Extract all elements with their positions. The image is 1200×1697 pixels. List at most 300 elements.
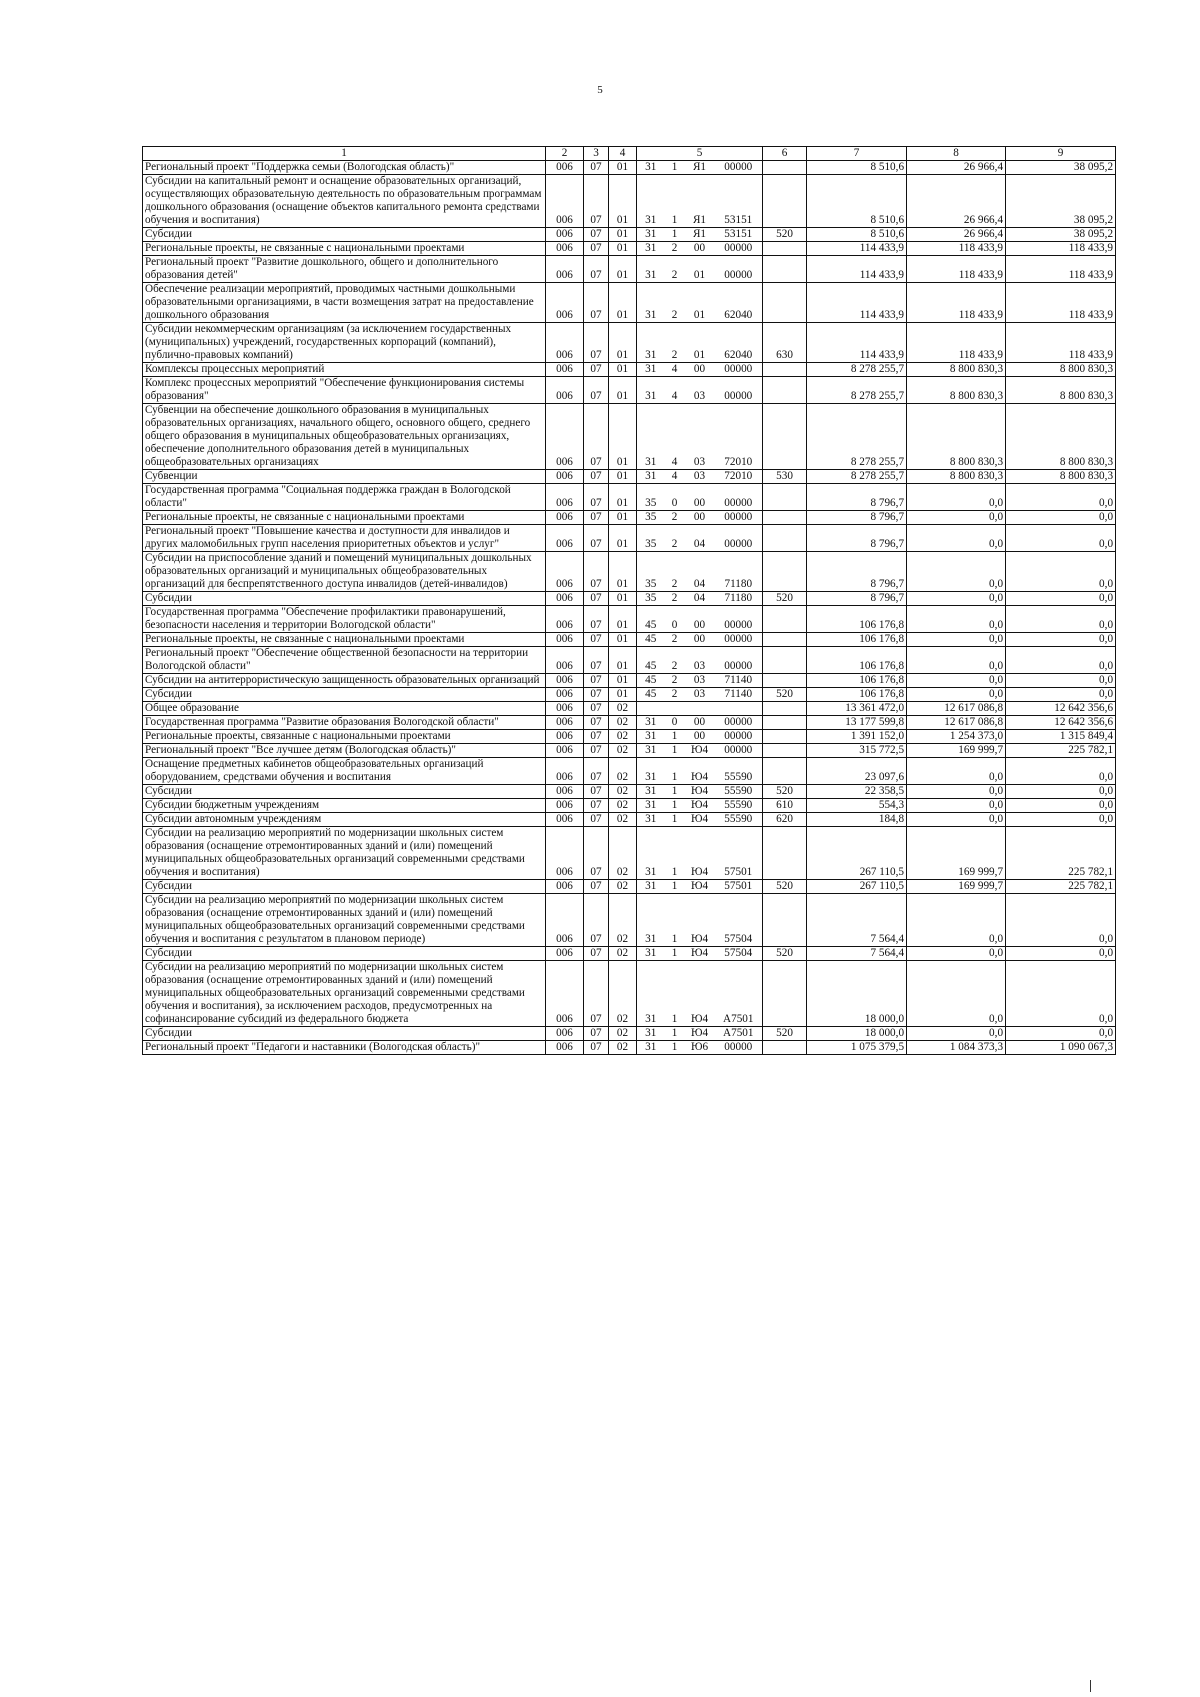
cell-section: 07 <box>584 511 609 525</box>
cell-project: 01 <box>685 256 715 283</box>
cell-amount-year1: 8 510,6 <box>807 161 907 175</box>
cell-direction: 71180 <box>715 592 763 606</box>
cell-program: 35 <box>637 592 665 606</box>
cell-expense-type <box>763 894 807 947</box>
scan-mark <box>1090 1680 1091 1692</box>
cell-section: 07 <box>584 377 609 404</box>
cell-subprogram: 2 <box>665 283 685 323</box>
cell-subsection: 02 <box>609 894 637 947</box>
cell-section: 07 <box>584 716 609 730</box>
table-row <box>143 716 1116 730</box>
cell-direction: 00000 <box>715 256 763 283</box>
cell-program: 31 <box>637 813 665 827</box>
cell-subsection: 02 <box>609 785 637 799</box>
cell-amount-year3: 38 095,2 <box>1006 228 1116 242</box>
cell-expense-type: 520 <box>763 1027 807 1041</box>
table-row <box>143 894 1116 947</box>
cell-section: 07 <box>584 242 609 256</box>
cell-ministry-code: 006 <box>546 511 584 525</box>
table-row <box>143 484 1116 511</box>
column-header: 5 <box>637 147 763 161</box>
row-name: Субсидии <box>143 1027 546 1041</box>
cell-amount-year2: 0,0 <box>907 813 1006 827</box>
cell-subsection: 01 <box>609 242 637 256</box>
cell-ministry-code: 006 <box>546 813 584 827</box>
cell-program: 31 <box>637 758 665 785</box>
cell-project: 00 <box>685 242 715 256</box>
cell-amount-year2: 8 800 830,3 <box>907 363 1006 377</box>
cell-direction: 00000 <box>715 1041 763 1055</box>
cell-subprogram: 1 <box>665 1027 685 1041</box>
cell-amount-year1: 23 097,6 <box>807 758 907 785</box>
row-name: Субсидии <box>143 785 546 799</box>
cell-subprogram: 1 <box>665 799 685 813</box>
cell-ministry-code: 006 <box>546 744 584 758</box>
cell-amount-year2: 0,0 <box>907 688 1006 702</box>
cell-expense-type: 530 <box>763 470 807 484</box>
cell-expense-type <box>763 525 807 552</box>
cell-subprogram: 2 <box>665 511 685 525</box>
cell-expense-type: 520 <box>763 947 807 961</box>
row-name: Государственная программа "Социальная поддержка граждан в Вологодской области" <box>143 484 546 511</box>
cell-project: 03 <box>685 377 715 404</box>
cell-program: 31 <box>637 894 665 947</box>
row-name: Субсидии <box>143 947 546 961</box>
cell-amount-year2: 118 433,9 <box>907 323 1006 363</box>
cell-program: 45 <box>637 688 665 702</box>
table-row <box>143 377 1116 404</box>
cell-amount-year1: 106 176,8 <box>807 647 907 674</box>
cell-amount-year3: 0,0 <box>1006 674 1116 688</box>
cell-subsection: 02 <box>609 730 637 744</box>
cell-amount-year3: 0,0 <box>1006 511 1116 525</box>
cell-subsection: 01 <box>609 647 637 674</box>
row-name: Субсидии <box>143 688 546 702</box>
cell-subprogram: 2 <box>665 674 685 688</box>
cell-subsection: 02 <box>609 827 637 880</box>
cell-amount-year1: 1 391 152,0 <box>807 730 907 744</box>
cell-amount-year2: 0,0 <box>907 1027 1006 1041</box>
cell-program: 31 <box>637 363 665 377</box>
cell-project: 00 <box>685 716 715 730</box>
cell-subprogram: 2 <box>665 647 685 674</box>
cell-direction: 57501 <box>715 880 763 894</box>
cell-subsection: 01 <box>609 511 637 525</box>
cell-project: 01 <box>685 283 715 323</box>
cell-amount-year3: 0,0 <box>1006 1027 1116 1041</box>
cell-program: 31 <box>637 175 665 228</box>
cell-direction: 53151 <box>715 228 763 242</box>
cell-program: 45 <box>637 633 665 647</box>
cell-project: 03 <box>685 470 715 484</box>
cell-amount-year1: 8 510,6 <box>807 228 907 242</box>
cell-amount-year2: 0,0 <box>907 674 1006 688</box>
cell-project: Я1 <box>685 175 715 228</box>
cell-amount-year3: 118 433,9 <box>1006 283 1116 323</box>
row-name: Региональные проекты, не связанные с национальными проектами <box>143 633 546 647</box>
table-row <box>143 730 1116 744</box>
cell-program: 31 <box>637 161 665 175</box>
cell-ministry-code: 006 <box>546 674 584 688</box>
cell-direction: 00000 <box>715 511 763 525</box>
cell-project: Ю4 <box>685 1027 715 1041</box>
cell-subsection: 01 <box>609 525 637 552</box>
cell-project: 04 <box>685 525 715 552</box>
cell-amount-year3: 0,0 <box>1006 758 1116 785</box>
cell-section: 07 <box>584 785 609 799</box>
cell-direction: 57501 <box>715 827 763 880</box>
cell-section: 07 <box>584 592 609 606</box>
cell-program: 31 <box>637 744 665 758</box>
cell-subprogram: 2 <box>665 525 685 552</box>
cell-expense-type <box>763 363 807 377</box>
cell-amount-year3: 8 800 830,3 <box>1006 363 1116 377</box>
cell-project: 03 <box>685 404 715 470</box>
cell-amount-year2: 0,0 <box>907 647 1006 674</box>
cell-subsection: 01 <box>609 592 637 606</box>
cell-subprogram: 1 <box>665 1041 685 1055</box>
cell-amount-year3: 8 800 830,3 <box>1006 470 1116 484</box>
cell-subprogram <box>665 702 685 716</box>
cell-direction: А7501 <box>715 1027 763 1041</box>
budget-table <box>142 146 1116 1055</box>
cell-amount-year1: 315 772,5 <box>807 744 907 758</box>
cell-amount-year2: 118 433,9 <box>907 242 1006 256</box>
cell-amount-year3: 0,0 <box>1006 961 1116 1027</box>
cell-section: 07 <box>584 961 609 1027</box>
column-header: 9 <box>1006 147 1116 161</box>
cell-subsection: 02 <box>609 1041 637 1055</box>
cell-amount-year3: 0,0 <box>1006 785 1116 799</box>
cell-expense-type: 620 <box>763 813 807 827</box>
cell-subprogram: 1 <box>665 744 685 758</box>
cell-expense-type <box>763 404 807 470</box>
cell-amount-year1: 106 176,8 <box>807 606 907 633</box>
table-row <box>143 606 1116 633</box>
cell-direction: 62040 <box>715 283 763 323</box>
cell-subprogram: 1 <box>665 880 685 894</box>
cell-project: 03 <box>685 674 715 688</box>
cell-section: 07 <box>584 894 609 947</box>
table-row <box>143 947 1116 961</box>
cell-direction: 00000 <box>715 363 763 377</box>
cell-project: 00 <box>685 606 715 633</box>
cell-subsection: 01 <box>609 323 637 363</box>
cell-amount-year2: 0,0 <box>907 592 1006 606</box>
cell-amount-year2: 8 800 830,3 <box>907 377 1006 404</box>
row-name: Региональный проект "Все лучшее детям (Вологодская область)" <box>143 744 546 758</box>
cell-amount-year3: 0,0 <box>1006 592 1116 606</box>
table-row <box>143 1041 1116 1055</box>
cell-amount-year3: 0,0 <box>1006 525 1116 552</box>
cell-subsection: 02 <box>609 961 637 1027</box>
table-row <box>143 256 1116 283</box>
cell-amount-year2: 0,0 <box>907 511 1006 525</box>
cell-section: 07 <box>584 606 609 633</box>
cell-section: 07 <box>584 228 609 242</box>
table-row <box>143 758 1116 785</box>
cell-subprogram: 1 <box>665 161 685 175</box>
cell-subprogram: 2 <box>665 633 685 647</box>
table-row <box>143 688 1116 702</box>
cell-ministry-code: 006 <box>546 592 584 606</box>
cell-program: 45 <box>637 647 665 674</box>
cell-subsection: 01 <box>609 470 637 484</box>
cell-amount-year1: 184,8 <box>807 813 907 827</box>
cell-ministry-code: 006 <box>546 323 584 363</box>
cell-program: 31 <box>637 1041 665 1055</box>
cell-amount-year3: 0,0 <box>1006 552 1116 592</box>
cell-program: 31 <box>637 827 665 880</box>
cell-amount-year1: 18 000,0 <box>807 961 907 1027</box>
row-name: Субсидии <box>143 228 546 242</box>
cell-ministry-code: 006 <box>546 1027 584 1041</box>
table-row <box>143 525 1116 552</box>
cell-ministry-code: 006 <box>546 827 584 880</box>
cell-expense-type <box>763 716 807 730</box>
cell-project <box>685 702 715 716</box>
row-name: Субсидии на капитальный ремонт и оснащение образовательных организаций, осуществляющих образовательную деятельность по образовательным программам дошкольного образования (оснащение объектов капитального ремонта средствами обучения и воспитания) <box>143 175 546 228</box>
table-row <box>143 470 1116 484</box>
cell-direction: 00000 <box>715 633 763 647</box>
cell-expense-type <box>763 161 807 175</box>
cell-project: 00 <box>685 633 715 647</box>
row-name: Региональный проект "Педагоги и наставники (Вологодская область)" <box>143 1041 546 1055</box>
cell-program: 31 <box>637 242 665 256</box>
cell-program: 45 <box>637 606 665 633</box>
cell-section: 07 <box>584 525 609 552</box>
cell-project: 00 <box>685 363 715 377</box>
cell-amount-year1: 8 796,7 <box>807 511 907 525</box>
cell-direction: 00000 <box>715 716 763 730</box>
cell-amount-year3: 118 433,9 <box>1006 242 1116 256</box>
cell-amount-year2: 0,0 <box>907 961 1006 1027</box>
cell-expense-type <box>763 961 807 1027</box>
cell-ministry-code: 006 <box>546 242 584 256</box>
cell-section: 07 <box>584 827 609 880</box>
cell-amount-year1: 267 110,5 <box>807 827 907 880</box>
cell-amount-year1: 8 796,7 <box>807 484 907 511</box>
table-row <box>143 827 1116 880</box>
cell-subsection: 01 <box>609 484 637 511</box>
page-number: 5 <box>597 84 603 96</box>
cell-project: Я1 <box>685 161 715 175</box>
cell-program: 35 <box>637 484 665 511</box>
cell-expense-type <box>763 511 807 525</box>
cell-subsection: 02 <box>609 799 637 813</box>
row-name: Субсидии некоммерческим организациям (за исключением государственных (муниципальных) учреждений, государственных корпораций (компаний), публично-правовых компаний) <box>143 323 546 363</box>
cell-amount-year2: 1 084 373,3 <box>907 1041 1006 1055</box>
cell-subprogram: 2 <box>665 242 685 256</box>
cell-program: 31 <box>637 716 665 730</box>
table-row <box>143 175 1116 228</box>
cell-ministry-code: 006 <box>546 484 584 511</box>
column-header: 4 <box>609 147 637 161</box>
row-name: Комплекс процессных мероприятий "Обеспечение функционирования системы образования" <box>143 377 546 404</box>
cell-amount-year2: 118 433,9 <box>907 256 1006 283</box>
cell-project: 03 <box>685 688 715 702</box>
cell-direction: 71180 <box>715 552 763 592</box>
cell-expense-type: 520 <box>763 228 807 242</box>
cell-direction: А7501 <box>715 961 763 1027</box>
row-name: Субсидии на реализацию мероприятий по модернизации школьных систем образования (оснащение отремонтированных зданий и (или) помещений муниципальных общеобразовательных организаций современными средствами обучения и воспитания), за исключением расходов, предусмотренных на софинансирование субсидий из федерального бюджета <box>143 961 546 1027</box>
cell-project: 00 <box>685 511 715 525</box>
table-row <box>143 785 1116 799</box>
cell-amount-year1: 114 433,9 <box>807 242 907 256</box>
cell-ministry-code: 006 <box>546 1041 584 1055</box>
cell-amount-year2: 0,0 <box>907 606 1006 633</box>
cell-ministry-code: 006 <box>546 880 584 894</box>
cell-amount-year3: 38 095,2 <box>1006 161 1116 175</box>
cell-subprogram: 1 <box>665 961 685 1027</box>
cell-direction: 55590 <box>715 813 763 827</box>
cell-ministry-code: 006 <box>546 688 584 702</box>
cell-section: 07 <box>584 484 609 511</box>
cell-program: 31 <box>637 947 665 961</box>
row-name: Комплексы процессных мероприятий <box>143 363 546 377</box>
cell-amount-year2: 8 800 830,3 <box>907 470 1006 484</box>
cell-direction: 00000 <box>715 525 763 552</box>
cell-amount-year3: 0,0 <box>1006 894 1116 947</box>
cell-program: 45 <box>637 674 665 688</box>
cell-direction: 55590 <box>715 785 763 799</box>
cell-subsection: 02 <box>609 880 637 894</box>
cell-project: Ю4 <box>685 799 715 813</box>
cell-amount-year1: 7 564,4 <box>807 947 907 961</box>
cell-expense-type <box>763 552 807 592</box>
cell-ministry-code: 006 <box>546 552 584 592</box>
cell-program: 31 <box>637 283 665 323</box>
cell-direction: 71140 <box>715 674 763 688</box>
table-row <box>143 813 1116 827</box>
cell-expense-type <box>763 758 807 785</box>
cell-amount-year1: 114 433,9 <box>807 283 907 323</box>
cell-section: 07 <box>584 323 609 363</box>
cell-ministry-code: 006 <box>546 633 584 647</box>
cell-project: 04 <box>685 552 715 592</box>
cell-amount-year2: 8 800 830,3 <box>907 404 1006 470</box>
table-row <box>143 161 1116 175</box>
cell-amount-year3: 8 800 830,3 <box>1006 377 1116 404</box>
column-header: 6 <box>763 147 807 161</box>
row-name: Субвенции <box>143 470 546 484</box>
cell-amount-year1: 1 075 379,5 <box>807 1041 907 1055</box>
row-name: Субсидии на реализацию мероприятий по модернизации школьных систем образования (оснащение отремонтированных зданий и (или) помещений муниципальных общеобразовательных организаций современными средствами обучения и воспитания) <box>143 827 546 880</box>
cell-subsection: 02 <box>609 947 637 961</box>
cell-section: 07 <box>584 470 609 484</box>
cell-amount-year1: 8 278 255,7 <box>807 470 907 484</box>
table-row <box>143 511 1116 525</box>
cell-project: Ю4 <box>685 827 715 880</box>
table-row <box>143 961 1116 1027</box>
cell-ministry-code: 006 <box>546 785 584 799</box>
cell-amount-year3: 0,0 <box>1006 633 1116 647</box>
cell-amount-year2: 26 966,4 <box>907 228 1006 242</box>
cell-amount-year3: 0,0 <box>1006 813 1116 827</box>
cell-section: 07 <box>584 799 609 813</box>
cell-subsection: 01 <box>609 363 637 377</box>
cell-amount-year2: 12 617 086,8 <box>907 702 1006 716</box>
table-row <box>143 592 1116 606</box>
cell-amount-year2: 26 966,4 <box>907 175 1006 228</box>
cell-subprogram: 4 <box>665 470 685 484</box>
cell-ministry-code: 006 <box>546 256 584 283</box>
cell-amount-year2: 169 999,7 <box>907 744 1006 758</box>
cell-program: 31 <box>637 470 665 484</box>
row-name: Региональные проекты, не связанные с национальными проектами <box>143 511 546 525</box>
cell-amount-year3: 118 433,9 <box>1006 256 1116 283</box>
row-name: Общее образование <box>143 702 546 716</box>
cell-project: 01 <box>685 323 715 363</box>
cell-amount-year1: 8 278 255,7 <box>807 377 907 404</box>
cell-ministry-code: 006 <box>546 730 584 744</box>
cell-program: 31 <box>637 377 665 404</box>
cell-subprogram: 1 <box>665 730 685 744</box>
cell-amount-year1: 18 000,0 <box>807 1027 907 1041</box>
cell-subsection: 01 <box>609 606 637 633</box>
cell-project: Ю4 <box>685 961 715 1027</box>
cell-section: 07 <box>584 702 609 716</box>
cell-amount-year3: 12 642 356,6 <box>1006 702 1116 716</box>
cell-ministry-code: 006 <box>546 758 584 785</box>
cell-expense-type: 520 <box>763 688 807 702</box>
column-header: 3 <box>584 147 609 161</box>
cell-subsection: 02 <box>609 758 637 785</box>
cell-amount-year2: 0,0 <box>907 758 1006 785</box>
cell-ministry-code: 006 <box>546 947 584 961</box>
cell-amount-year3: 12 642 356,6 <box>1006 716 1116 730</box>
cell-subprogram: 2 <box>665 592 685 606</box>
cell-subsection: 02 <box>609 813 637 827</box>
cell-amount-year2: 26 966,4 <box>907 161 1006 175</box>
cell-subprogram: 0 <box>665 484 685 511</box>
cell-section: 07 <box>584 256 609 283</box>
cell-section: 07 <box>584 674 609 688</box>
cell-direction: 00000 <box>715 730 763 744</box>
cell-direction <box>715 702 763 716</box>
cell-amount-year1: 114 433,9 <box>807 256 907 283</box>
table-row <box>143 880 1116 894</box>
cell-subprogram: 1 <box>665 894 685 947</box>
cell-amount-year3: 0,0 <box>1006 947 1116 961</box>
cell-subsection: 02 <box>609 744 637 758</box>
cell-amount-year1: 22 358,5 <box>807 785 907 799</box>
cell-project: Ю4 <box>685 785 715 799</box>
cell-amount-year3: 0,0 <box>1006 606 1116 633</box>
cell-amount-year3: 225 782,1 <box>1006 880 1116 894</box>
table-row <box>143 363 1116 377</box>
cell-section: 07 <box>584 1041 609 1055</box>
cell-direction: 53151 <box>715 175 763 228</box>
cell-section: 07 <box>584 947 609 961</box>
cell-direction: 57504 <box>715 947 763 961</box>
cell-section: 07 <box>584 758 609 785</box>
cell-subprogram: 0 <box>665 716 685 730</box>
cell-subsection: 01 <box>609 552 637 592</box>
cell-section: 07 <box>584 283 609 323</box>
cell-ministry-code: 006 <box>546 404 584 470</box>
cell-project: Ю4 <box>685 894 715 947</box>
cell-program: 35 <box>637 525 665 552</box>
cell-amount-year2: 0,0 <box>907 894 1006 947</box>
cell-subprogram: 4 <box>665 363 685 377</box>
cell-section: 07 <box>584 404 609 470</box>
row-name: Региональный проект "Обеспечение общественной безопасности на территории Вологодской области" <box>143 647 546 674</box>
cell-expense-type <box>763 633 807 647</box>
cell-amount-year2: 169 999,7 <box>907 827 1006 880</box>
cell-ministry-code: 006 <box>546 175 584 228</box>
table-row <box>143 1027 1116 1041</box>
